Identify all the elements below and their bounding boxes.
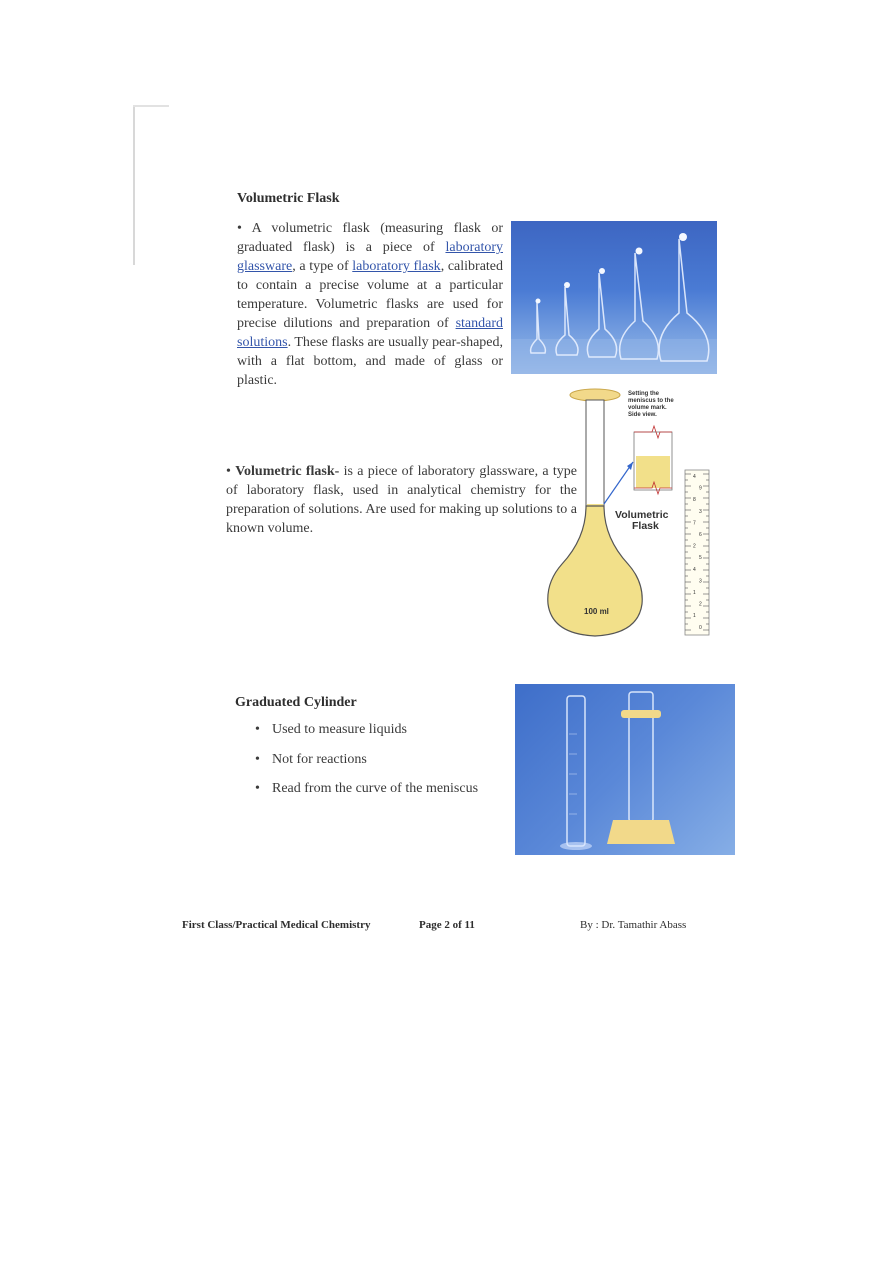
list-item	[255, 722, 478, 752]
volumetric-flask-paragraph	[237, 219, 503, 390]
ruler-number: 3	[699, 508, 702, 515]
flask-diagram-svg	[540, 386, 720, 641]
diagram-label: Flask	[632, 520, 659, 532]
volumetric-flask-heading: Volumetric Flask	[237, 191, 340, 206]
list-item	[255, 781, 478, 811]
bullet: •	[255, 781, 260, 796]
laboratory-glassware-link[interactable]: laboratory glassware	[237, 240, 503, 274]
ruler-number: 4	[693, 474, 696, 480]
bullet: •	[255, 751, 260, 767]
ruler-number: 7	[693, 520, 696, 527]
volumetric-flask-term: Volumetric flask-	[235, 464, 340, 479]
graduated-cylinder-list	[255, 722, 478, 811]
definition-text: is a piece of laboratory glassware, a type of laboratory flask, used in analytical chemistry for the preparation of solutions. Are used for making up solutions to a known volume.	[226, 464, 578, 536]
ruler-number: 9	[699, 485, 702, 492]
diagram-caption: meniscus to the	[628, 398, 674, 404]
ruler-number: 0	[699, 624, 702, 631]
graduated-cylinder-heading: Graduated Cylinder	[235, 695, 357, 710]
ruler-number: 2	[693, 543, 696, 550]
para-text: • A volumetric flask (measuring flask or graduated flask) is a piece of	[237, 221, 503, 255]
volumetric-flask-definition	[226, 462, 577, 538]
ruler-number: 5	[699, 555, 702, 562]
diagram-label: Volumetric	[615, 509, 669, 521]
footer-page-total: 11	[464, 919, 475, 931]
list-item	[255, 752, 478, 782]
standard-solutions-link[interactable]: standard solutions	[237, 316, 503, 350]
bullet: •	[226, 464, 231, 479]
footer-page-number: 2	[444, 919, 450, 931]
flask-volume-label: 100 ml	[584, 607, 609, 616]
diagram-caption: Setting the	[628, 391, 659, 397]
ruler-number: 6	[699, 532, 702, 538]
cylinders-illustration	[515, 684, 735, 855]
flasks-illustration	[511, 221, 717, 374]
para-text: . These flasks are usually pear-shaped, with a flat bottom, and made of glass or plastic.	[237, 335, 503, 388]
ruler-number: 1	[693, 590, 696, 596]
volumetric-flask-diagram	[540, 386, 720, 641]
laboratory-flask-link[interactable]: laboratory flask	[352, 259, 441, 274]
ruler-number: 4	[693, 566, 696, 573]
scan-edge	[133, 105, 135, 265]
ruler-number: 2	[699, 601, 702, 608]
para-text: , a type of	[292, 259, 353, 274]
footer-page-prefix: Page	[419, 919, 445, 931]
list-item-text: Read from the curve of the meniscus	[272, 781, 479, 796]
graduated-cylinders-photo	[515, 684, 735, 855]
ruler-number: 1	[693, 613, 696, 620]
ruler-number: 3	[699, 578, 702, 585]
diagram-caption: Side view.	[628, 412, 657, 418]
footer-course	[182, 919, 370, 931]
list-item-text: Not for reactions	[272, 751, 367, 767]
footer-page-of: of	[449, 919, 465, 931]
ruler-number: 8	[693, 497, 696, 504]
footer-author: By : Dr. Tamathir Abass	[580, 919, 687, 931]
footer-course-text: First Class/Practical Medical Chemistry	[182, 919, 371, 931]
list-item-text: Used to measure liquids	[272, 722, 407, 737]
scan-edge	[133, 105, 169, 107]
volumetric-flasks-photo	[511, 221, 717, 374]
bullet: •	[255, 722, 260, 737]
footer-page	[419, 919, 475, 931]
diagram-caption: volume mark.	[628, 405, 667, 411]
para-text: , calibrated to contain a precise volume at a particular temperature. Volumetric flasks are used for precise dilutions and preparation of	[237, 259, 504, 331]
